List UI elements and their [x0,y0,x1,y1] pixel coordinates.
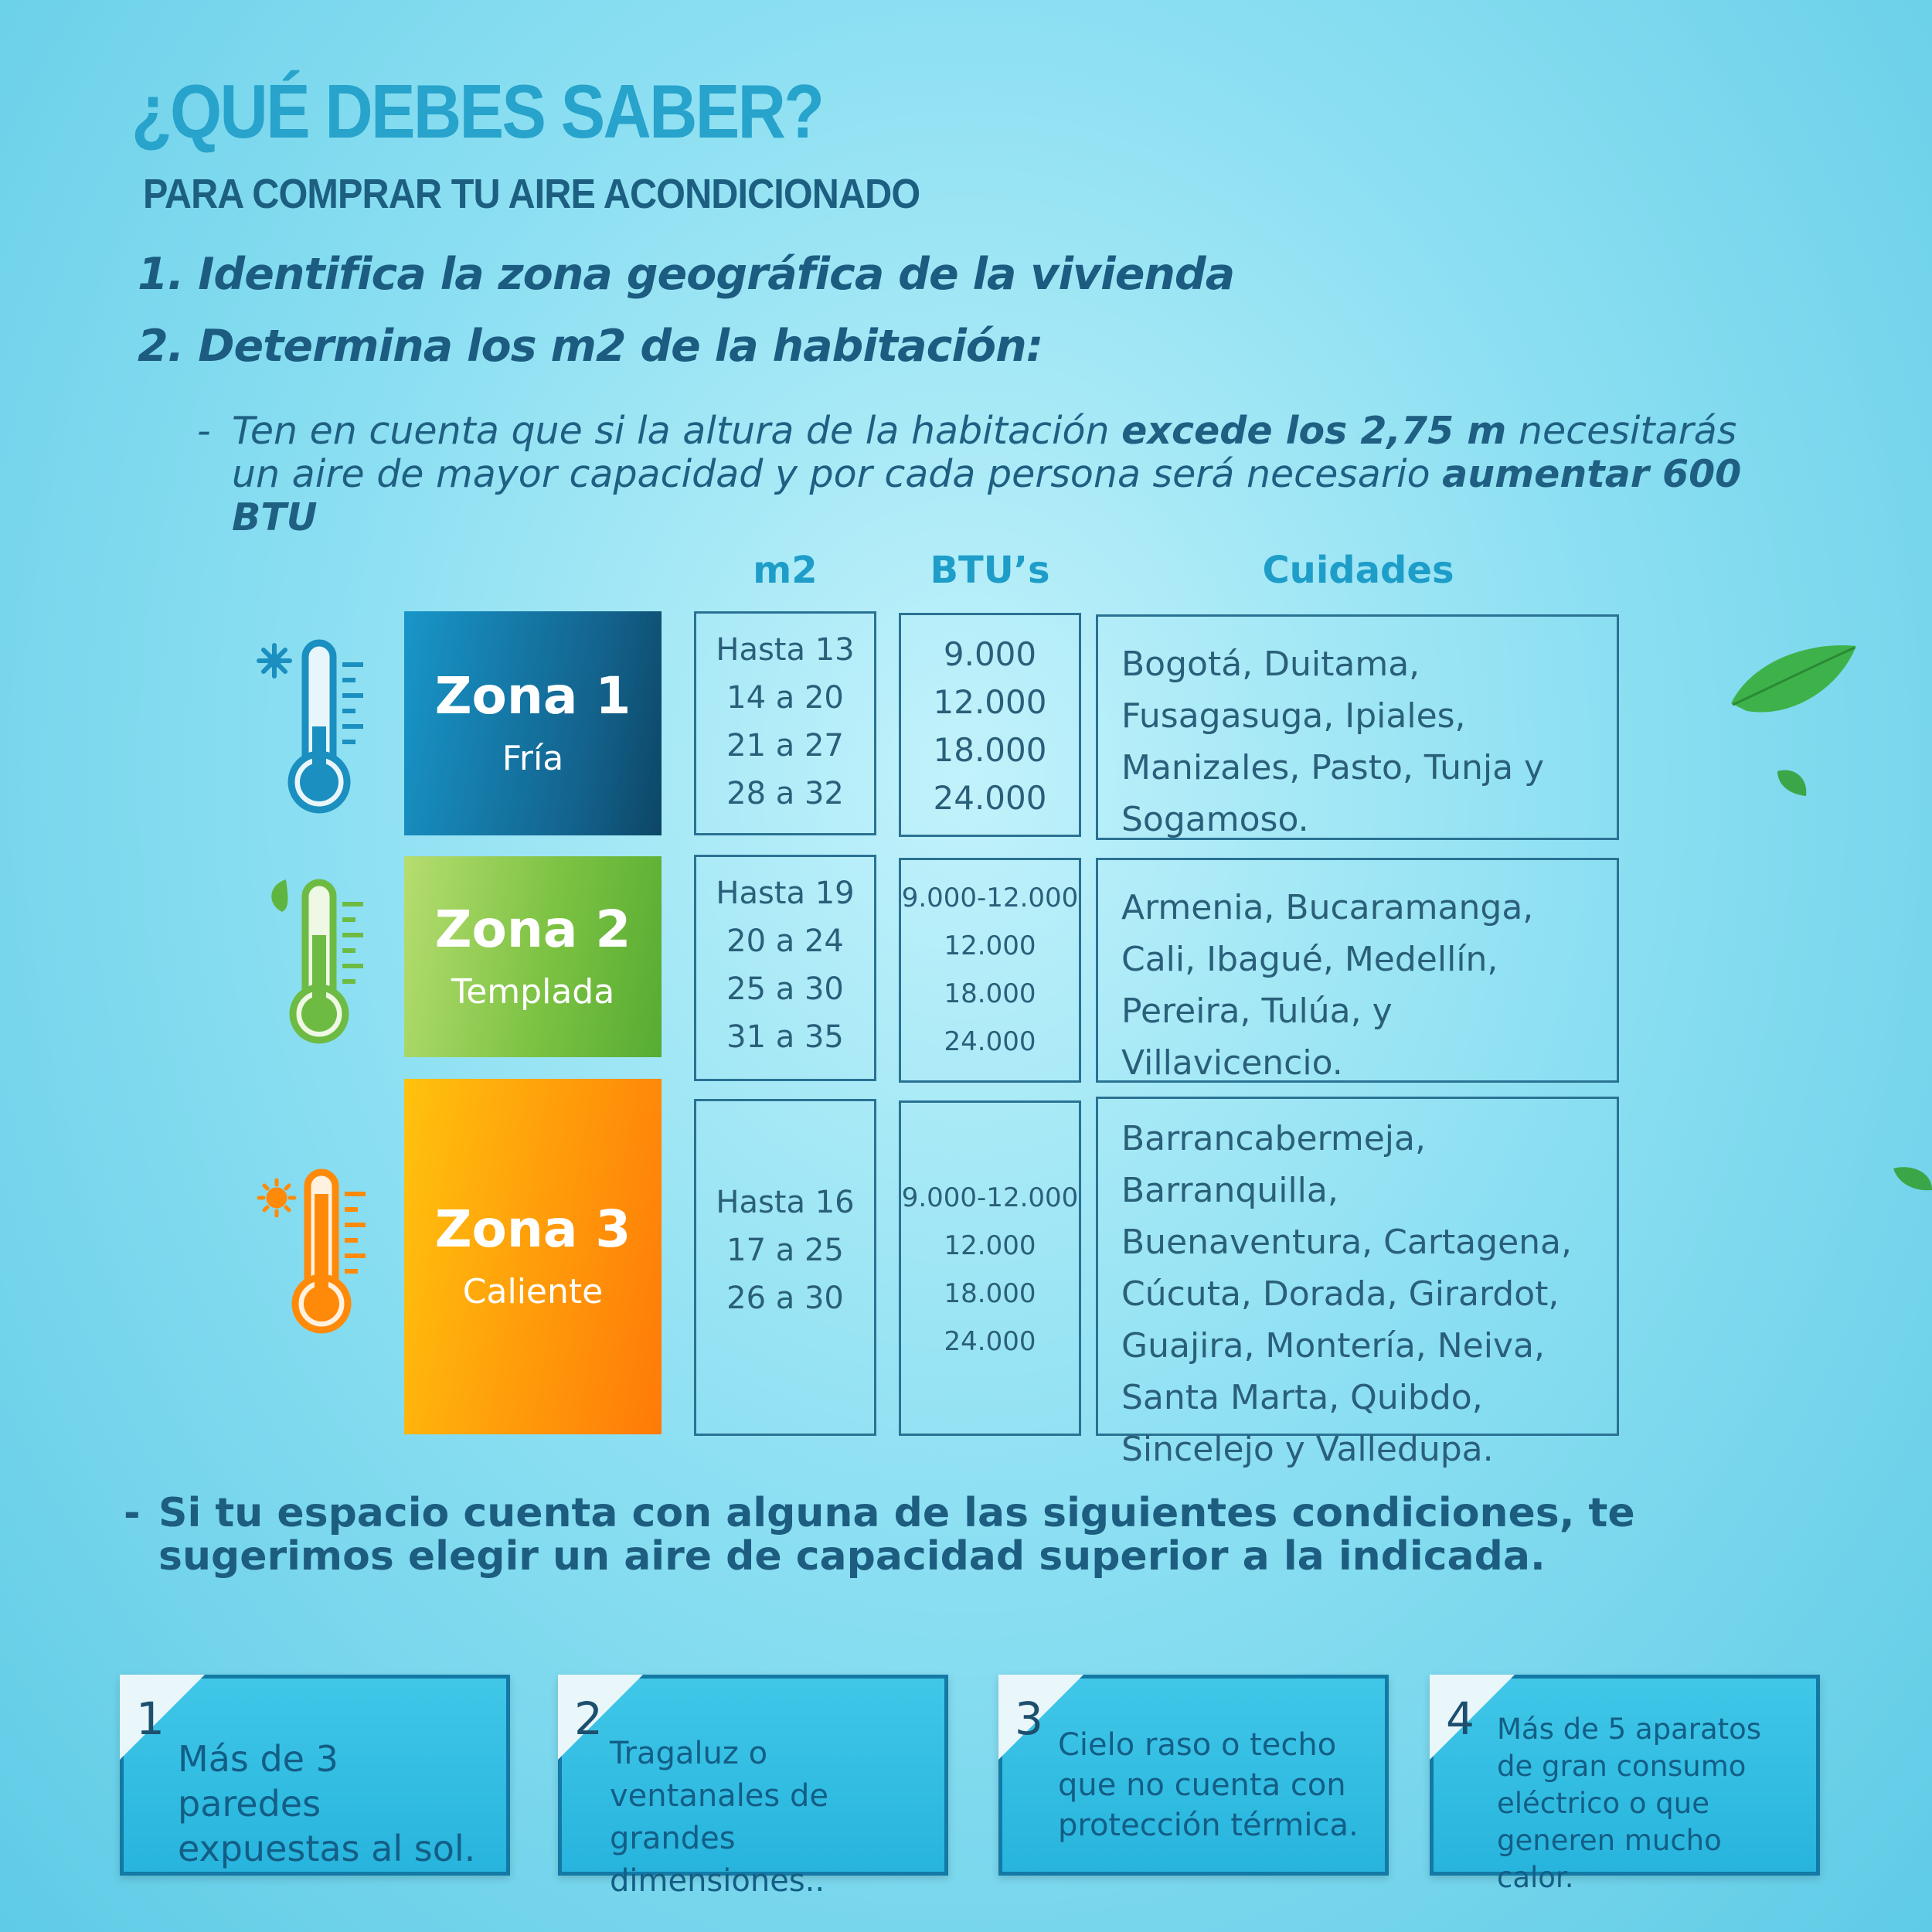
conditions-dash: - [124,1490,141,1536]
leaf-icon [271,879,287,912]
sun-icon [259,1180,294,1216]
m2-value: 14 a 20 [726,680,844,716]
btu-value: 24.000 [944,1026,1036,1057]
note-text-1: Ten en cuenta que si la altura de la habitación [232,409,1122,453]
zone-3-m2-cell [694,1099,876,1436]
btu-value: 18.000 [944,978,1036,1009]
zone-1-label-box [404,611,662,835]
zone-3-label-box [404,1079,662,1434]
m2-value: Hasta 19 [716,876,855,911]
cold-thermometer-icon [251,634,375,819]
hot-thermometer-icon [255,1163,379,1341]
zone-1-m2-cell [694,611,876,835]
card-text: Más de 5 aparatos de gran consumo eléctrico o que generen mucho calor. [1497,1713,1762,1894]
m2-value: Hasta 16 [716,1185,855,1220]
zone-3-cities-cell: Barrancabermeja, Barranquilla, Buenaventura, Cartagena, Cúcuta, Dorada, Girardot, Guajira, Montería, Neiva, Santa Marta, Quibdo, Sincelejo y Valledupa. [1096,1097,1619,1436]
btu-value: 12.000 [944,1230,1036,1261]
btu-value: 9.000-12.000 [901,883,1079,913]
leaf-icon [1723,641,1862,726]
m2-value: 25 a 30 [726,971,844,1007]
card-text: Cielo raso o techo que no cuenta con protección térmica. [1058,1727,1359,1843]
btu-value: 9.000-12.000 [901,1182,1079,1213]
zone-1-cities-cell: Bogotá, Duitama, Fusagasuga, Ipiales, Manizales, Pasto, Tunja y Sogamoso. [1096,614,1619,840]
card-number: 4 [1446,1692,1475,1745]
note-text-2: necesitarás un aire de mayor capacidad y por cada persona será necesario [232,409,1737,496]
step-1 [138,249,1234,300]
btu-value: 12.000 [944,930,1036,961]
step-text: Identifica la zona geográfica de la vivienda [198,249,1235,300]
zone-climate: Fría [502,738,564,778]
condition-card-1 [120,1675,510,1876]
card-text: Tragaluz o ventanales de grandes dimensiones.. [610,1736,828,1899]
btu-value: 24.000 [933,779,1047,817]
condition-card-3 [998,1675,1389,1876]
page-title: ¿QUÉ DEBES SABER? [131,69,823,154]
column-header-m2: m2 [753,549,818,592]
btu-value: 12.000 [933,683,1047,721]
btu-value: 18.000 [933,731,1047,769]
column-header-care: Cuidades [1262,549,1454,592]
temperate-thermometer-icon [259,873,375,1051]
m2-value: 28 a 32 [726,776,844,811]
leaf-icon [1774,765,1812,800]
step-number: 2. [138,321,184,372]
leaf-icon [1892,1164,1932,1195]
zone-name: Zona 2 [434,900,631,960]
note-bold-2: aumentar 600 BTU [232,452,1742,539]
zone-2-btu-cell [899,858,1081,1083]
m2-value: Hasta 13 [716,632,855,668]
condition-card-4 [1430,1675,1820,1894]
card-number: 1 [136,1692,165,1745]
note-bold-1: excede los 2,75 m [1121,409,1507,453]
btu-value: 18.000 [944,1278,1036,1309]
conditions-text: Si tu espacio cuenta con alguna de las siguientes condiciones, te sugerimos elegir un aire de capacidad superior a la indicada. [158,1490,1635,1580]
m2-value: 17 a 25 [726,1233,844,1268]
zone-name: Zona 3 [434,1199,631,1260]
condition-card-2 [558,1675,948,1899]
m2-value: 31 a 35 [726,1019,844,1055]
zone-name: Zona 1 [434,666,631,726]
m2-value: 21 a 27 [726,728,844,764]
step-2 [138,321,1043,372]
zone-1-btu-cell [899,613,1081,837]
m2-value: 20 a 24 [726,923,844,959]
note-dash: - [197,409,211,453]
zone-2-cities-cell: Armenia, Bucaramanga, Cali, Ibagué, Medellín, Pereira, Tulúa, y Villavicencio. [1096,858,1619,1083]
zone-2-label-box [404,856,662,1057]
card-number: 2 [574,1692,603,1745]
step-number: 1. [138,249,184,300]
page-subtitle: PARA COMPRAR TU AIRE ACONDICIONADO [143,171,920,217]
btu-value: 9.000 [943,635,1037,673]
zone-climate: Caliente [462,1271,604,1311]
height-note [197,410,1743,539]
snowflake-icon [259,645,290,676]
card-number: 3 [1015,1692,1043,1745]
btu-value: 24.000 [944,1326,1036,1357]
zone-3-btu-cell [899,1100,1081,1436]
conditions-note [124,1492,1824,1578]
zone-2-m2-cell [694,855,876,1081]
card-text: Más de 3 paredes expuestas al sol. [178,1738,476,1869]
step-text: Determina los m2 de la habitación: [198,321,1043,372]
zone-climate: Templada [451,971,615,1012]
m2-value: 26 a 30 [726,1281,844,1316]
column-header-btu: BTU’s [930,549,1050,592]
